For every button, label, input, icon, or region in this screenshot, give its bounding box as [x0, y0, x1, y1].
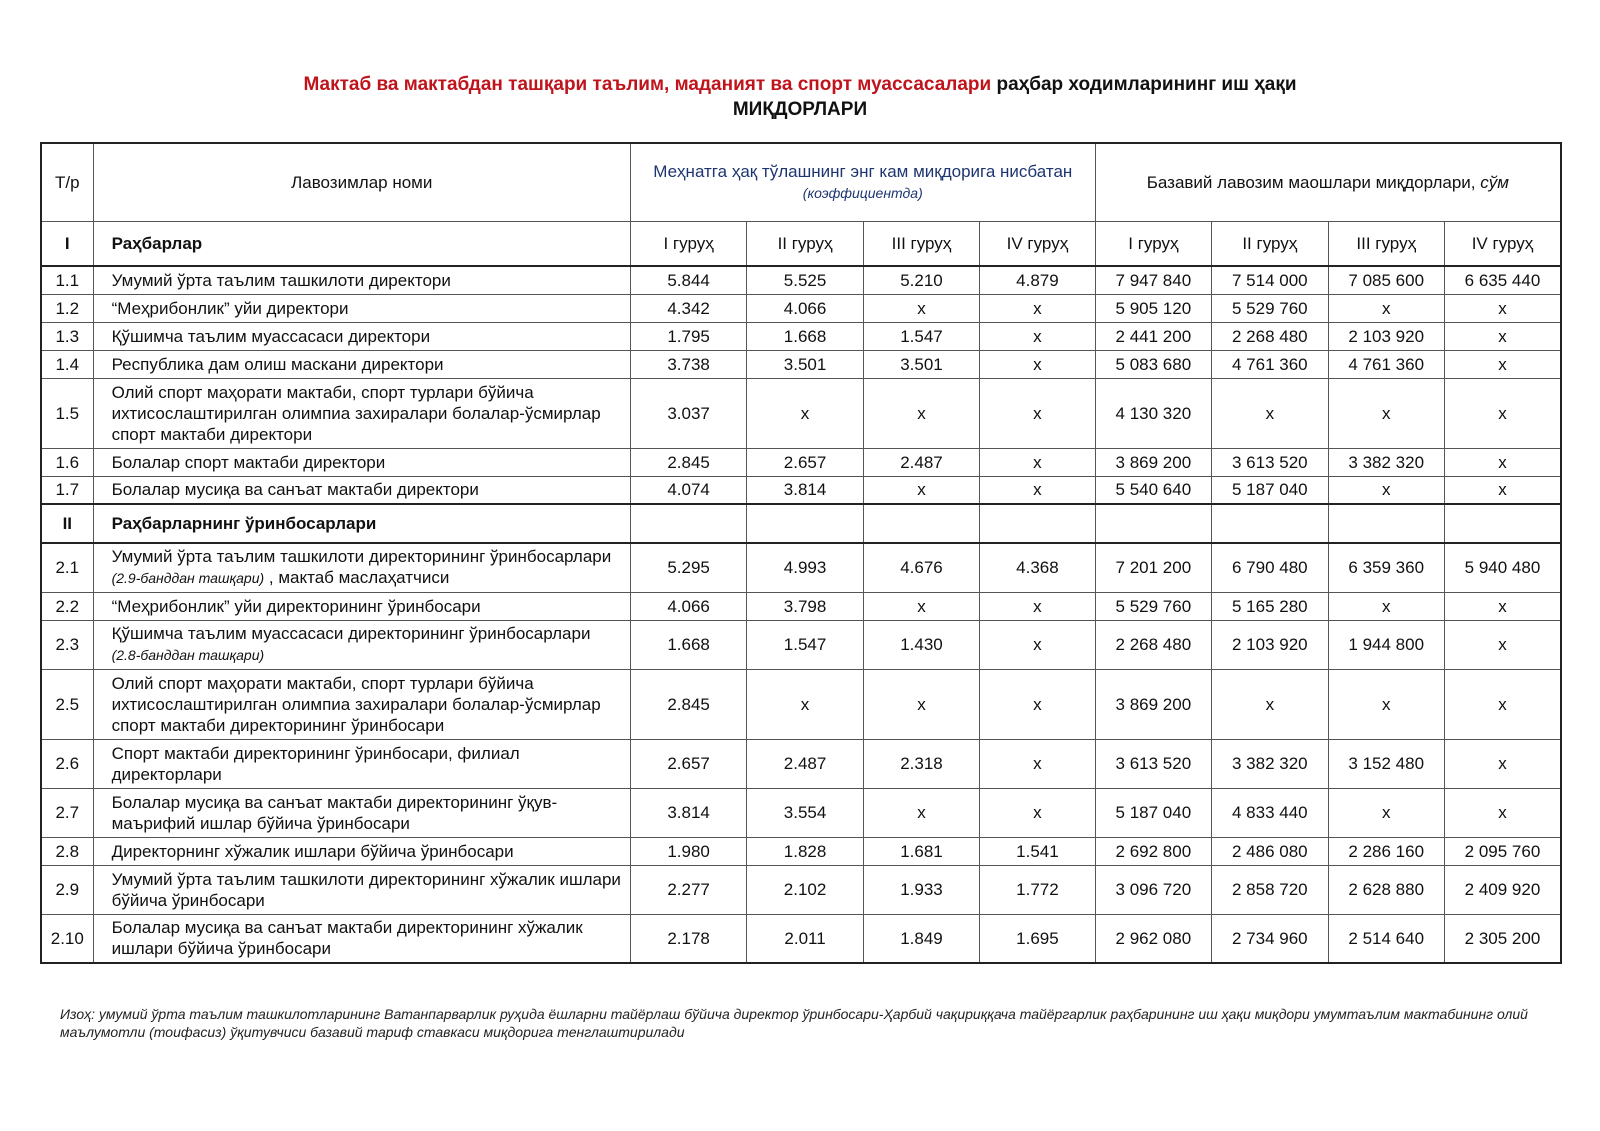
section-row-1	[41, 221, 1561, 266]
title-line2: МИҚДОРЛАРИ	[732, 99, 868, 120]
position-name	[93, 788, 630, 837]
coefficient-cell: x	[747, 378, 863, 448]
coefficient-cell: 3.037	[630, 378, 746, 448]
salary-cell: x	[1444, 294, 1561, 322]
salary-cell: 2 409 920	[1444, 865, 1561, 914]
table-row	[41, 350, 1561, 378]
salary-cell: 2 268 480	[1095, 620, 1211, 669]
coefficient-cell: x	[980, 378, 1095, 448]
table-row	[41, 322, 1561, 350]
row-number: 2.5	[41, 669, 93, 739]
coefficient-cell: 1.849	[863, 914, 979, 963]
title-red-part: Мактаб ва мактабдан ташқари таълим, маданият ва спорт муассасалари	[303, 74, 992, 95]
salary-cell: 5 940 480	[1444, 543, 1561, 592]
section-num: I	[41, 221, 93, 266]
position-name-text: Болалар мусиқа ва санъат мактаби директорининг хўжалик ишлари бўйича ўринбосари	[111, 918, 583, 959]
coefficient-cell: 2.845	[630, 669, 746, 739]
salary-cell: 7 201 200	[1095, 543, 1211, 592]
salary-cell: 5 083 680	[1095, 350, 1211, 378]
salary-cell: 2 734 960	[1212, 914, 1328, 963]
position-name-note: (2.9-банддан ташқари)	[111, 570, 265, 587]
salary-cell: 3 382 320	[1328, 448, 1444, 476]
row-number: 2.2	[41, 592, 93, 620]
section-title: Раҳбарлар	[93, 221, 630, 266]
salary-cell: 2 095 760	[1444, 837, 1561, 865]
coefficient-cell: 1.668	[747, 322, 863, 350]
section-row-2	[41, 504, 1561, 543]
table-row	[41, 739, 1561, 788]
salary-cell: 2 962 080	[1095, 914, 1211, 963]
coefficient-cell: 2.657	[630, 739, 746, 788]
row-number: 1.3	[41, 322, 93, 350]
row-number: 1.4	[41, 350, 93, 378]
row-number: 2.6	[41, 739, 93, 788]
salary-cell: 6 635 440	[1444, 266, 1561, 294]
salary-cell: 2 628 880	[1328, 865, 1444, 914]
salary-cell: 5 540 640	[1095, 476, 1211, 504]
table-row	[41, 266, 1561, 294]
salary-cell: x	[1444, 788, 1561, 837]
position-name: “Меҳрибонлик” уйи директори	[93, 294, 630, 322]
coefficient-cell: 5.844	[630, 266, 746, 294]
table-row	[41, 788, 1561, 837]
coefficient-cell: 2.487	[747, 739, 863, 788]
position-name-text: “Меҳрибонлик” уйи директорининг ўринбосари	[111, 596, 481, 616]
position-name-note: (2.8-банддан ташқари)	[111, 647, 265, 663]
header-tr: Т/р	[41, 143, 93, 221]
coefficient-cell: 1.547	[747, 620, 863, 669]
position-name-text: Умумий ўрта таълим ташкилоти директорининг ўринбосарлари	[111, 547, 612, 567]
salary-cell: 3 869 200	[1095, 669, 1211, 739]
salary-cell: 2 441 200	[1095, 322, 1211, 350]
coefficient-cell: 1.980	[630, 837, 746, 865]
table-row	[41, 294, 1561, 322]
coefficient-cell: 4.074	[630, 476, 746, 504]
coefficient-cell: 1.772	[980, 865, 1095, 914]
section-1-rows	[41, 266, 1561, 504]
position-name-text: Болалар мусиқа ва санъат мактаби директорининг ўқув-маърифий ишлар бўйича ўринбосари	[111, 792, 558, 833]
title-black-part: раҳбар ходимларининг иш ҳақи	[996, 74, 1297, 95]
coefficient-cell: 4.676	[863, 543, 979, 592]
salary-cell: 7 947 840	[1095, 266, 1211, 294]
header-salary	[1095, 143, 1561, 221]
coefficient-cell: 4.342	[630, 294, 746, 322]
coefficient-cell: x	[980, 739, 1095, 788]
header-coef-note: (коэффициентда)	[802, 184, 923, 201]
position-name	[93, 543, 630, 592]
position-name	[93, 669, 630, 739]
position-name: Олий спорт маҳорати мактаби, спорт турлари бўйича ихтисослаштирилган олимпиа захиралари болалар-ўсмирлар спорт мактаби директори	[93, 378, 630, 448]
position-name	[93, 739, 630, 788]
salary-cell: x	[1328, 669, 1444, 739]
salary-cell: x	[1444, 378, 1561, 448]
coefficient-cell: 3.798	[747, 592, 863, 620]
salary-cell: x	[1328, 788, 1444, 837]
position-name: Болалар спорт мактаби директори	[93, 448, 630, 476]
header-row	[41, 143, 1561, 221]
coefficient-cell: x	[980, 448, 1095, 476]
table-row	[41, 543, 1561, 592]
row-number: 2.3	[41, 620, 93, 669]
row-number: 1.5	[41, 378, 93, 448]
salary-cell: 6 790 480	[1212, 543, 1328, 592]
position-name-text: Спорт мактаби директорининг ўринбосари, филиал директорлари	[111, 743, 520, 784]
table-row	[41, 620, 1561, 669]
coefficient-cell: 1.828	[747, 837, 863, 865]
header-salary-main: Базавий лавозим маошлари миқдорлари,	[1146, 172, 1476, 192]
position-name: Умумий ўрта таълим ташкилоти директори	[93, 266, 630, 294]
table-row	[41, 865, 1561, 914]
row-number: 1.6	[41, 448, 93, 476]
salary-cell: 7 514 000	[1212, 266, 1328, 294]
salary-cell: 3 382 320	[1212, 739, 1328, 788]
table-row	[41, 669, 1561, 739]
coefficient-cell: 4.066	[747, 294, 863, 322]
table-row	[41, 476, 1561, 504]
row-number: 1.1	[41, 266, 93, 294]
group-header: IV гуруҳ	[1444, 221, 1561, 266]
position-name-text: Директорнинг хўжалик ишлари бўйича ўринбосари	[111, 841, 514, 861]
group-header: II гуруҳ	[1212, 221, 1328, 266]
document-title	[0, 72, 1600, 122]
section-num: II	[41, 504, 93, 543]
coefficient-cell: x	[863, 592, 979, 620]
row-number: 2.9	[41, 865, 93, 914]
coefficient-cell: 1.430	[863, 620, 979, 669]
position-name: Республика дам олиш маскани директори	[93, 350, 630, 378]
salary-cell: 3 613 520	[1212, 448, 1328, 476]
salary-cell: x	[1444, 669, 1561, 739]
coefficient-cell: x	[980, 294, 1095, 322]
coefficient-cell: x	[980, 322, 1095, 350]
salary-cell: 2 692 800	[1095, 837, 1211, 865]
salary-table	[40, 142, 1562, 964]
coefficient-cell: 1.668	[630, 620, 746, 669]
salary-cell: 7 085 600	[1328, 266, 1444, 294]
position-name	[93, 837, 630, 865]
coefficient-cell: x	[980, 620, 1095, 669]
coefficient-cell: 3.814	[630, 788, 746, 837]
salary-cell: 3 152 480	[1328, 739, 1444, 788]
position-name-text: Қўшимча таълим муассасаси директорининг ўринбосарлари	[111, 624, 591, 643]
salary-cell: 5 905 120	[1095, 294, 1211, 322]
table-row	[41, 378, 1561, 448]
group-header: III гуруҳ	[1328, 221, 1444, 266]
salary-cell: 2 858 720	[1212, 865, 1328, 914]
coefficient-cell: 5.210	[863, 266, 979, 294]
coefficient-cell: x	[747, 669, 863, 739]
coefficient-cell: 3.501	[747, 350, 863, 378]
salary-cell: 5 187 040	[1212, 476, 1328, 504]
group-header: II гуруҳ	[747, 221, 863, 266]
coefficient-cell: 4.368	[980, 543, 1095, 592]
salary-cell: 1 944 800	[1328, 620, 1444, 669]
coefficient-cell: 2.657	[747, 448, 863, 476]
coefficient-cell: 2.178	[630, 914, 746, 963]
row-number: 1.2	[41, 294, 93, 322]
position-name	[93, 865, 630, 914]
coefficient-cell: 2.102	[747, 865, 863, 914]
section-2-rows	[41, 543, 1561, 963]
coefficient-cell: 1.795	[630, 322, 746, 350]
salary-cell: 2 103 920	[1212, 620, 1328, 669]
salary-cell: 2 268 480	[1212, 322, 1328, 350]
header-salary-unit: сўм	[1480, 172, 1509, 192]
row-number: 2.8	[41, 837, 93, 865]
coefficient-cell: 3.814	[747, 476, 863, 504]
salary-cell: 4 833 440	[1212, 788, 1328, 837]
salary-cell: x	[1328, 592, 1444, 620]
coefficient-cell: 5.525	[747, 266, 863, 294]
coefficient-cell: x	[980, 350, 1095, 378]
coefficient-cell: x	[980, 669, 1095, 739]
table-row	[41, 837, 1561, 865]
salary-cell: x	[1328, 378, 1444, 448]
section-title: Раҳбарларнинг ўринбосарлари	[93, 504, 630, 543]
header-coef-main: Меҳнатга ҳақ тўлашнинг энг кам миқдорига нисбатан	[653, 161, 1073, 181]
salary-cell: 6 359 360	[1328, 543, 1444, 592]
salary-cell: 5 529 760	[1212, 294, 1328, 322]
coefficient-cell: 1.541	[980, 837, 1095, 865]
coefficient-cell: x	[863, 788, 979, 837]
salary-cell: 3 096 720	[1095, 865, 1211, 914]
salary-cell: x	[1212, 378, 1328, 448]
salary-cell: 2 305 200	[1444, 914, 1561, 963]
salary-cell: 2 286 160	[1328, 837, 1444, 865]
coefficient-cell: 4.879	[980, 266, 1095, 294]
coefficient-cell: 5.295	[630, 543, 746, 592]
group-header: I гуруҳ	[630, 221, 746, 266]
footnote: Изоҳ: умумий ўрта таълим ташкилотларининг Ватанпарварлик руҳида ёшларни тайёрлаш бўйича директор ўринбосари-Ҳарбий чақириққача тайёргарлик раҳбарининг иш ҳақи миқдори умумтаълим мактабининг олий маълумотли (тоифасиз) ўқитувчиси базавий тариф ставкаси миқдорига тенглаштирилади	[60, 1006, 1528, 1040]
header-coefficient	[630, 143, 1095, 221]
salary-cell: 3 869 200	[1095, 448, 1211, 476]
salary-cell: x	[1444, 448, 1561, 476]
position-name-suffix: , мактаб маслаҳатчиси	[268, 568, 450, 588]
coefficient-cell: 2.487	[863, 448, 979, 476]
salary-cell: x	[1444, 592, 1561, 620]
coefficient-cell: 2.845	[630, 448, 746, 476]
coefficient-cell: x	[863, 294, 979, 322]
coefficient-cell: x	[980, 788, 1095, 837]
coefficient-cell: 2.318	[863, 739, 979, 788]
coefficient-cell: x	[980, 592, 1095, 620]
position-name	[93, 620, 630, 669]
coefficient-cell: x	[863, 669, 979, 739]
coefficient-cell: 4.993	[747, 543, 863, 592]
salary-cell: x	[1444, 350, 1561, 378]
row-number: 2.10	[41, 914, 93, 963]
salary-cell: x	[1212, 669, 1328, 739]
salary-cell: x	[1328, 476, 1444, 504]
group-header: IV гуруҳ	[980, 221, 1095, 266]
row-number: 2.1	[41, 543, 93, 592]
row-number: 2.7	[41, 788, 93, 837]
table-row	[41, 448, 1561, 476]
salary-cell: 2 486 080	[1212, 837, 1328, 865]
coefficient-cell: 3.738	[630, 350, 746, 378]
coefficient-cell: 1.933	[863, 865, 979, 914]
salary-cell: 2 514 640	[1328, 914, 1444, 963]
salary-cell: 3 613 520	[1095, 739, 1211, 788]
salary-cell: x	[1444, 620, 1561, 669]
coefficient-cell: x	[980, 476, 1095, 504]
group-header: III гуруҳ	[863, 221, 979, 266]
coefficient-cell: 3.501	[863, 350, 979, 378]
position-name: Болалар мусиқа ва санъат мактаби директори	[93, 476, 630, 504]
salary-cell: x	[1328, 294, 1444, 322]
position-name-text: Олий спорт маҳорати мактаби, спорт турлари бўйича ихтисослаштирилган олимпиа захиралари болалар-ўсмирлар спорт мактаби директорининг ўринбосари	[111, 673, 601, 735]
group-header: I гуруҳ	[1095, 221, 1211, 266]
salary-cell: x	[1444, 322, 1561, 350]
coefficient-cell: x	[863, 378, 979, 448]
table-row	[41, 592, 1561, 620]
position-name-text: Умумий ўрта таълим ташкилоти директорининг хўжалик ишлари бўйича ўринбосари	[111, 869, 621, 910]
salary-cell: 2 103 920	[1328, 322, 1444, 350]
position-name	[93, 592, 630, 620]
coefficient-cell: 1.695	[980, 914, 1095, 963]
table-row	[41, 914, 1561, 963]
salary-cell: 5 529 760	[1095, 592, 1211, 620]
coefficient-cell: 2.011	[747, 914, 863, 963]
coefficient-cell: 3.554	[747, 788, 863, 837]
salary-cell: x	[1444, 739, 1561, 788]
position-name: Қўшимча таълим муассасаси директори	[93, 322, 630, 350]
salary-cell: 4 130 320	[1095, 378, 1211, 448]
position-name	[93, 914, 630, 963]
salary-cell: 5 165 280	[1212, 592, 1328, 620]
salary-cell: x	[1444, 476, 1561, 504]
row-number: 1.7	[41, 476, 93, 504]
coefficient-cell: 4.066	[630, 592, 746, 620]
salary-cell: 5 187 040	[1095, 788, 1211, 837]
coefficient-cell: x	[863, 476, 979, 504]
salary-cell: 4 761 360	[1328, 350, 1444, 378]
coefficient-cell: 2.277	[630, 865, 746, 914]
salary-cell: 4 761 360	[1212, 350, 1328, 378]
header-name: Лавозимлар номи	[93, 143, 630, 221]
coefficient-cell: 1.681	[863, 837, 979, 865]
coefficient-cell: 1.547	[863, 322, 979, 350]
